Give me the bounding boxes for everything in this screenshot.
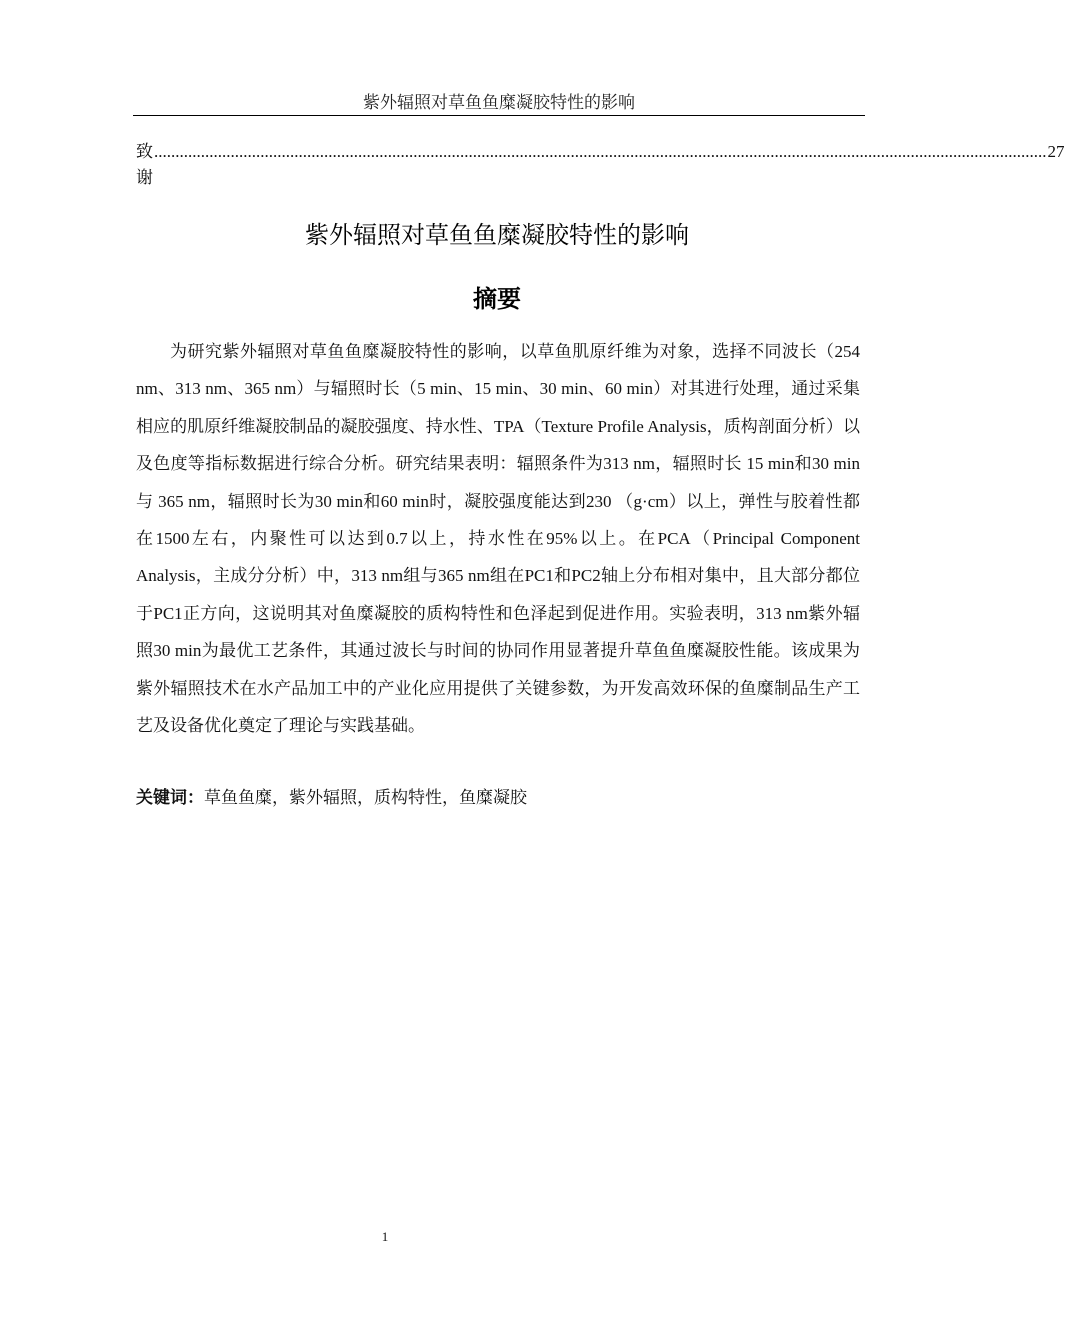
toc-entry-acknowledgements[interactable]	[136, 139, 1065, 187]
toc-entry-page: 27	[1047, 142, 1065, 161]
keywords-line	[136, 781, 860, 815]
running-header-title: 紫外辐照对草鱼鱼糜凝胶特性的影响	[363, 93, 635, 112]
abstract-heading: 摘要	[473, 285, 521, 313]
keywords-text: 草鱼鱼糜，紫外辐照，质构特性，鱼糜凝胶	[204, 788, 527, 807]
running-header	[133, 91, 865, 116]
document-title: 紫外辐照对草鱼鱼糜凝胶特性的影响	[305, 221, 689, 249]
toc-dot-leader: ..................................................................................................................................................................................................................	[154, 142, 1047, 161]
toc-entry-label: 致谢	[136, 142, 153, 187]
page-number: 1	[381, 1229, 389, 1244]
abstract-body: 为研究紫外辐照对草鱼鱼糜凝胶特性的影响，以草鱼肌原纤维为对象，选择不同波长（254 nm、313 nm、365 nm）与辐照时长（5 min、15 min、30 min、60 min）对其进行处理，通过采集相应的肌原纤维凝胶制品的凝胶强度、持水性、TPA（Texture Profile Analysis，质构剖面分析）以及色度等指标数据进行综合分析。研究结果表明：辐照条件为313 nm，辐照时长 15 min和30 min与 365 nm，辐照时长为30 min和60 min时，凝胶强度能达到230 （g·cm）以上，弹性与胶着性都在1500左右，内聚性可以达到0.7以上，持水性在95%以上。在PCA（Principal Component Analysis，主成分分析）中，313 nm组与365 nm组在PC1和PC2轴上分布相对集中，且大部分都位于PC1正方向，这说明其对鱼糜凝胶的质构特性和色泽起到促进作用。实验表明，313 nm紫外辐照30 min为最优工艺条件，其通过波长与时间的协同作用显著提升草鱼鱼糜凝胶性能。该成果为紫外辐照技术在水产品加工中的产业化应用提供了关键参数，为开发高效环保的鱼糜制品生产工艺及设备优化奠定了理论与实践基础。	[136, 342, 860, 736]
keywords-label: 关键词：	[136, 788, 204, 808]
